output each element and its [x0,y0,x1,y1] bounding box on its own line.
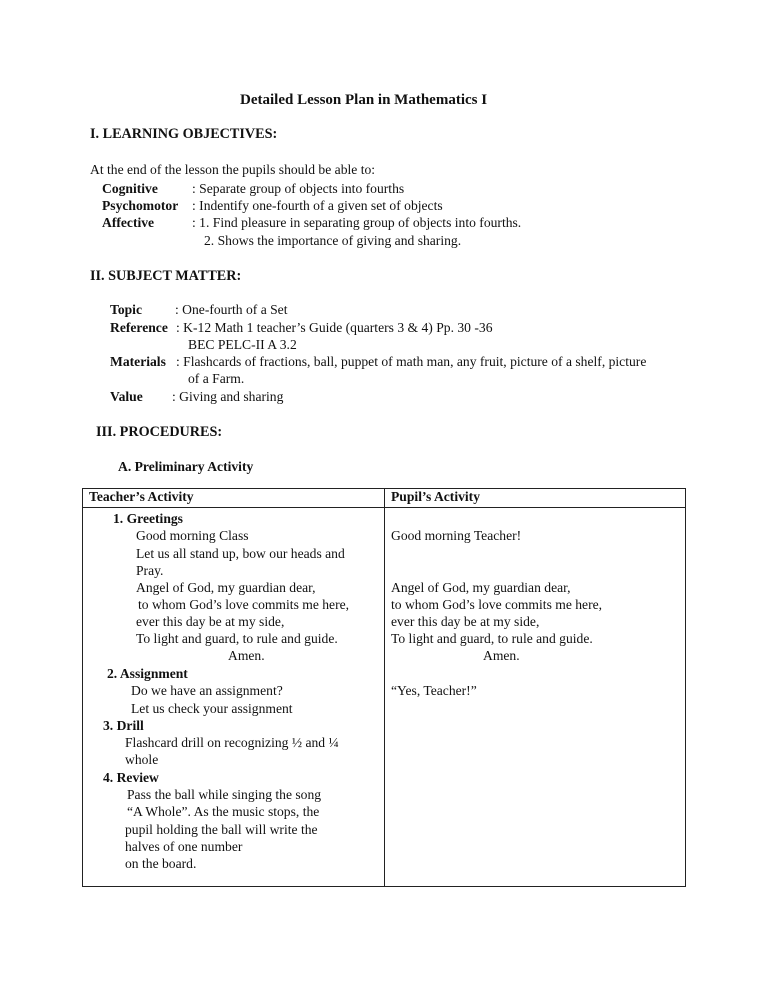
reference-text-2: BEC PELC-II A 3.2 [188,337,297,352]
procedures-subheading: A. Preliminary Activity [118,459,254,474]
cognitive-label: Cognitive [102,181,158,196]
review-line: Pass the ball while singing the song [127,787,322,802]
materials-text-2: of a Farm. [188,371,245,386]
prayer-line: To light and guard, to rule and guide. [136,631,338,646]
drill-line: Flashcard drill on recognizing ½ and ¼ [125,735,339,750]
affective-text-2: 2. Shows the importance of giving and sharing. [204,233,462,248]
materials-text: : Flashcards of fractions, ball, puppet of math man, any fruit, picture of a shelf, picture [176,354,647,369]
cognitive-text: : Separate group of objects into fourths [192,181,405,196]
affective-text: : 1. Find pleasure in separating group of objects into fourths. [192,215,522,230]
review-line: pupil holding the ball will write the [125,822,318,837]
procedures-heading: III. PROCEDURES: [96,424,223,440]
assignment-line: Do we have an assignment? [131,683,283,698]
page-title: Detailed Lesson Plan in Mathematics I [240,92,488,108]
pupil-prayer-line: to whom God’s love commits me here, [391,597,603,612]
value-text: : Giving and sharing [172,389,284,404]
psychomotor-label: Psychomotor [102,198,179,213]
pupil-prayer-amen: Amen. [483,648,520,663]
review-heading: 4. Review [103,770,159,785]
value-label: Value [110,389,143,404]
objectives-heading: I. LEARNING OBJECTIVES: [90,126,278,142]
subject-matter-heading: II. SUBJECT MATTER: [90,268,242,284]
greetings-line: Let us all stand up, bow our heads and [136,546,345,561]
pupil-column-header: Pupil’s Activity [385,489,686,508]
pupil-prayer-line: ever this day be at my side, [391,614,540,629]
objectives-intro: At the end of the lesson the pupils should be able to: [90,162,376,177]
greetings-line: Pray. [136,563,164,578]
assignment-heading: 2. Assignment [107,666,188,681]
psychomotor-text: : Indentify one-fourth of a given set of objects [192,198,443,213]
prayer-line: Angel of God, my guardian dear, [136,580,316,595]
reference-text: : K-12 Math 1 teacher’s Guide (quarters 3 & 4) Pp. 30 -36 [176,320,493,335]
drill-heading: 3. Drill [103,718,144,733]
topic-label: Topic [110,302,142,317]
pupil-response: Good morning Teacher! [391,528,522,543]
topic-text: : One-fourth of a Set [175,302,288,317]
prayer-line: ever this day be at my side, [136,614,285,629]
pupil-response: “Yes, Teacher!” [391,683,477,698]
review-line: on the board. [125,856,197,871]
materials-label: Materials [110,354,166,369]
prayer-line: to whom God’s love commits me here, [138,597,350,612]
activity-table [82,488,686,887]
affective-label: Affective [102,215,155,230]
greetings-heading: 1. Greetings [113,511,183,526]
review-line: halves of one number [125,839,243,854]
pupil-prayer-line: Angel of God, my guardian dear, [391,580,571,595]
drill-line: whole [125,752,159,767]
teacher-activity-cell [83,508,385,887]
greetings-line: Good morning Class [136,528,249,543]
prayer-amen: Amen. [228,648,265,663]
assignment-line: Let us check your assignment [131,701,293,716]
review-line: “A Whole”. As the music stops, the [127,804,320,819]
pupil-activity-cell [385,508,686,887]
teacher-column-header: Teacher’s Activity [83,489,385,508]
pupil-prayer-line: To light and guard, to rule and guide. [391,631,593,646]
reference-label: Reference [110,320,168,335]
